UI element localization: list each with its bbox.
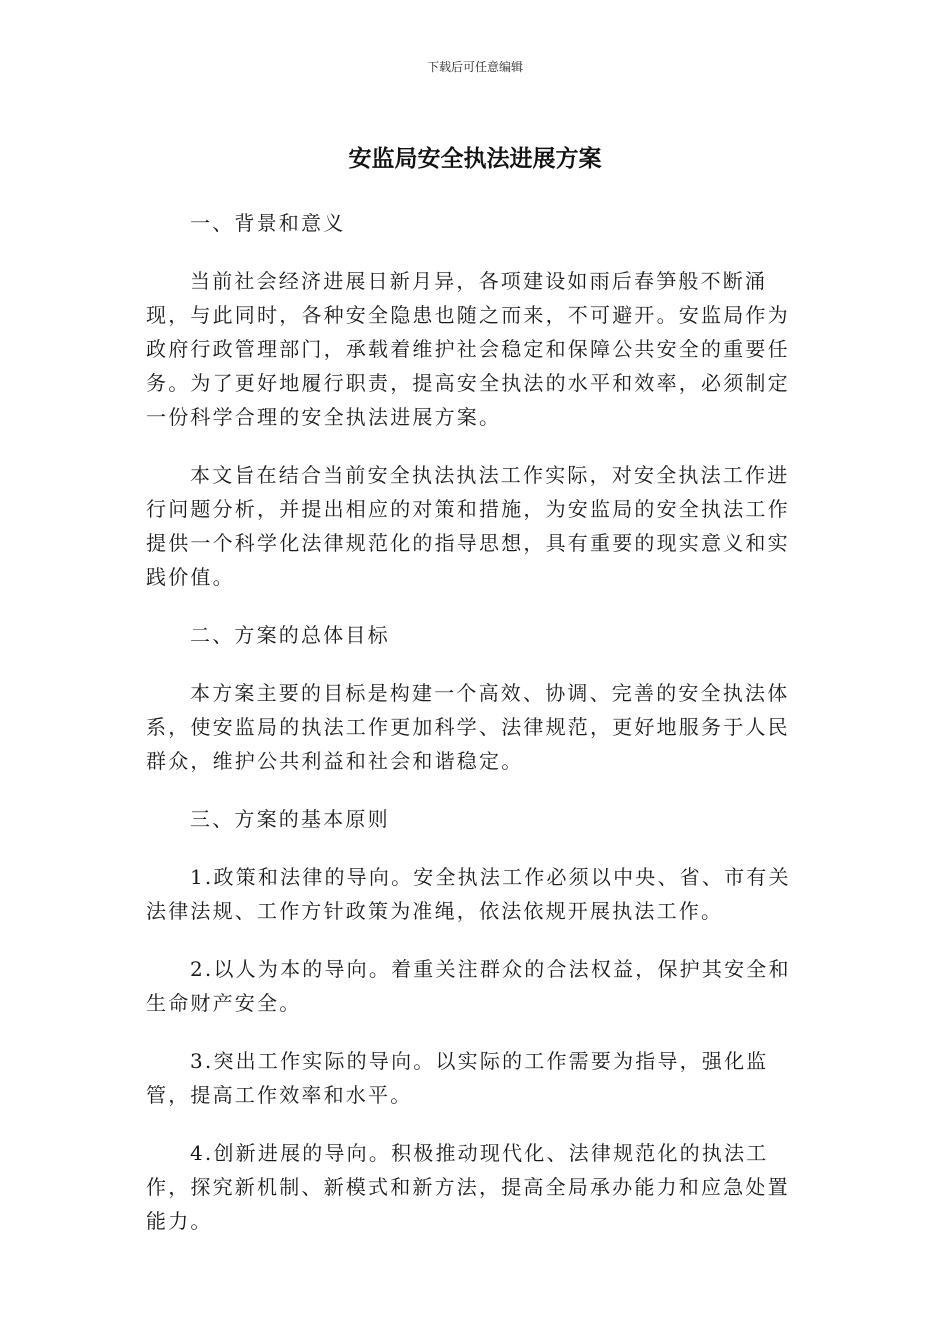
paragraph-background-2: 本文旨在结合当前安全执法执法工作实际，对安全执法工作进行问题分析，并提出相应的对策和措施，为安监局的安全执法工作提供一个科学化法律规范化的指导思想，具有重要的现实意义和实践价值。 bbox=[146, 463, 790, 589]
section-heading-background: 一、背景和意义 bbox=[190, 211, 346, 235]
document-title: 安监局安全执法进展方案 bbox=[348, 146, 602, 172]
principle-item-1: 1.政策和法律的导向。安全执法工作必须以中央、省、市有关法律法规、工作方针政策为准绳，依法依规开展执法工作。 bbox=[146, 865, 791, 923]
principle-item-4: 4.创新进展的导向。积极推动现代化、法律规范化的执法工作，探究新机制、新模式和新方法，提高全局承办能力和应急处置能力。 bbox=[146, 1141, 790, 1233]
document-body bbox=[146, 206, 798, 1262]
page-header-note: 下载后可任意编辑 bbox=[426, 60, 523, 74]
section-heading-goal: 二、方案的总体目标 bbox=[190, 623, 390, 647]
principle-item-2: 2.以人为本的导向。着重关注群众的合法权益，保护其安全和生命财产安全。 bbox=[146, 957, 791, 1015]
paragraph-background-1: 当前社会经济进展日新月异，各项建设如雨后春笋般不断涌现，与此同时，各种安全隐患也随之而来，不可避开。安监局作为政府行政管理部门，承载着维护社会稳定和保障公共安全的重要任务。为了更好地履行职责，提高安全执法的水平和效率，必须制定一份科学合理的安全执法进展方案。 bbox=[146, 269, 790, 429]
principle-item-3: 3.突出工作实际的导向。以实际的工作需要为指导，强化监管，提高工作效率和水平。 bbox=[146, 1049, 769, 1107]
paragraph-goal: 本方案主要的目标是构建一个高效、协调、完善的安全执法体系，使安监局的执法工作更加科学、法律规范，更好地服务于人民群众，维护公共利益和社会和谐稳定。 bbox=[146, 681, 790, 773]
section-heading-principles: 三、方案的基本原则 bbox=[190, 807, 390, 831]
